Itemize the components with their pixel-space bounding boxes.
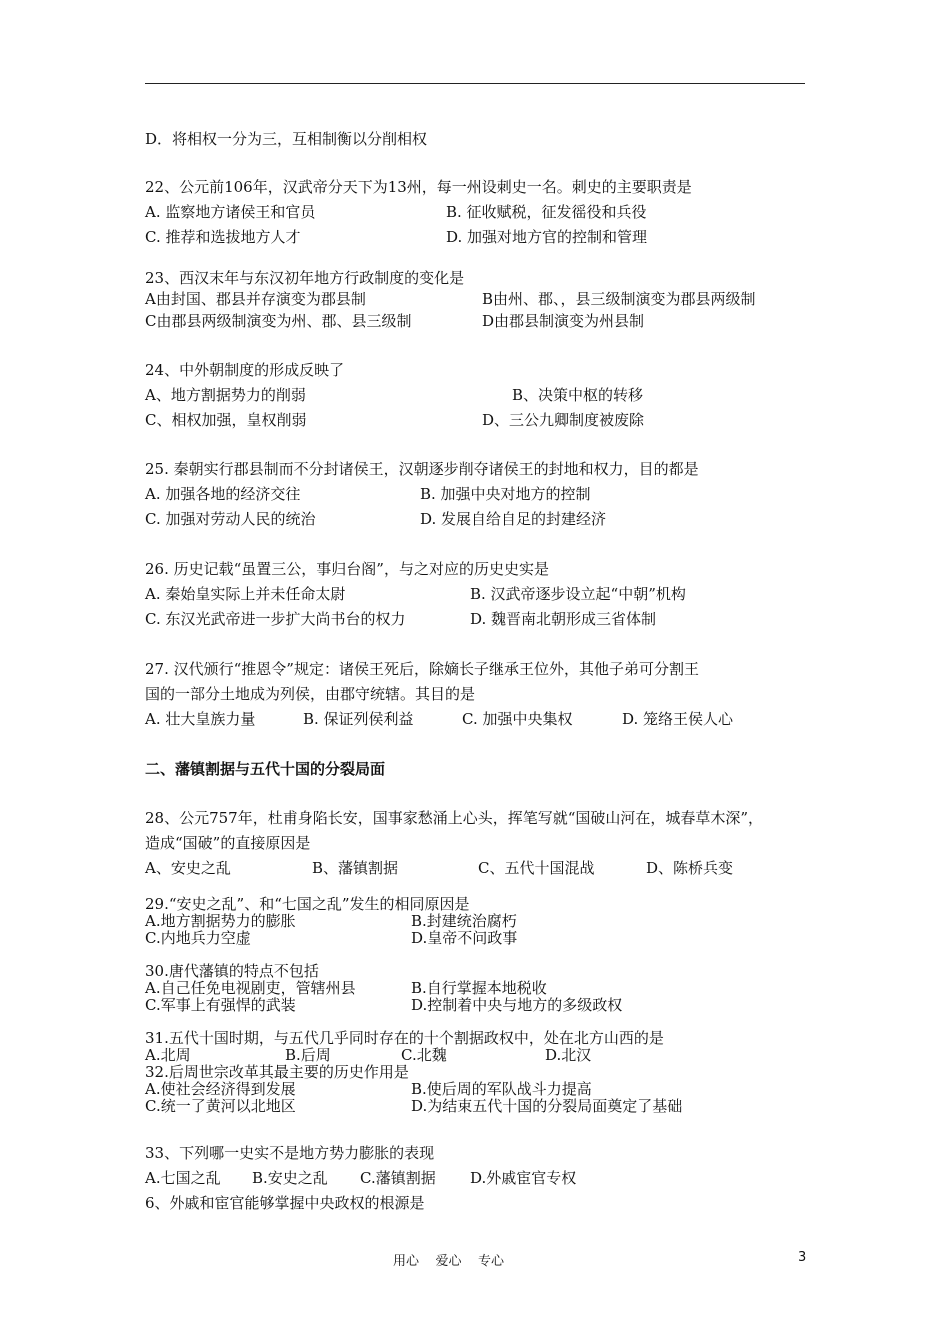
option-26-d: D. 魏晋南北朝形成三省体制 bbox=[470, 610, 657, 628]
question-27-line-2: 国的一部分土地成为列侯，由郡守统辖。其目的是 bbox=[145, 685, 476, 703]
question-27-line-1: 27. 汉代颁行“推恩令”规定：诸侯王死后，除嫡长子继承王位外，其他子弟可分割王 bbox=[145, 660, 699, 678]
option-31-a: A.北周 bbox=[145, 1046, 191, 1064]
option-30-b: B.自行掌握本地税收 bbox=[411, 979, 547, 997]
option-23-c: C由郡县两级制演变为州、郡、县三级制 bbox=[145, 312, 412, 330]
question-31: 31.五代十国时期，与五代几乎同时存在的十个割据政权中，处在北方山西的是 bbox=[145, 1029, 664, 1047]
option-31-d: D.北汉 bbox=[545, 1046, 592, 1064]
option-31-b: B.后周 bbox=[285, 1046, 331, 1064]
option-33-c: C.藩镇割据 bbox=[360, 1169, 436, 1187]
option-24-b: B、决策中枢的转移 bbox=[512, 386, 644, 404]
question-26: 26. 历史记载“虽置三公，事归台阁”，与之对应的历史史实是 bbox=[145, 560, 549, 578]
question-25: 25. 秦朝实行郡县制而不分封诸侯王，汉朝逐步削夺诸侯王的封地和权力，目的都是 bbox=[145, 460, 699, 478]
option-29-c: C.内地兵力空虚 bbox=[145, 929, 251, 947]
option-30-a: A.自己任免电视剧吏，管辖州县 bbox=[145, 979, 356, 997]
option-32-b: B.使后周的军队战斗力提高 bbox=[411, 1080, 592, 1098]
question-24: 24、中外朝制度的形成反映了 bbox=[145, 361, 345, 379]
question-33: 33、下列哪一史实不是地方势力膨胀的表现 bbox=[145, 1144, 435, 1162]
option-25-a: A. 加强各地的经济交往 bbox=[145, 485, 301, 503]
option-30-d: D.控制着中央与地方的多级政权 bbox=[411, 996, 623, 1014]
option-26-a: A. 秦始皇实际上并未任命太尉 bbox=[145, 585, 346, 603]
option-25-c: C. 加强对劳动人民的统治 bbox=[145, 510, 316, 528]
question-29: 29.“安史之乱”、和“七国之乱”发生的相同原因是 bbox=[145, 895, 470, 913]
option-28-b: B、藩镇割据 bbox=[312, 859, 399, 877]
option-23-b: B由州、郡、，县三级制演变为郡县两级制 bbox=[482, 290, 756, 308]
option-24-d: D、三公九卿制度被废除 bbox=[482, 411, 645, 429]
option-27-b: B. 保证列侯利益 bbox=[303, 710, 414, 728]
option-22-b: B. 征收赋税，征发徭役和兵役 bbox=[446, 203, 647, 221]
option-26-b: B. 汉武帝逐步设立起“中朝”机构 bbox=[470, 585, 686, 603]
option-32-d: D.为结束五代十国的分裂局面奠定了基础 bbox=[411, 1097, 683, 1115]
option-29-d: D.皇帝不问政事 bbox=[411, 929, 518, 947]
option-22-d: D. 加强对地方官的控制和管理 bbox=[446, 228, 648, 246]
question-30: 30.唐代藩镇的特点不包括 bbox=[145, 962, 319, 980]
option-32-c: C.统一了黄河以北地区 bbox=[145, 1097, 296, 1115]
option-28-d: D、陈桥兵变 bbox=[646, 859, 734, 877]
option-33-d: D.外戚宦官专权 bbox=[470, 1169, 577, 1187]
option-22-a: A. 监察地方诸侯王和官员 bbox=[145, 203, 316, 221]
option-28-c: C、五代十国混战 bbox=[478, 859, 595, 877]
option-31-c: C.北魏 bbox=[401, 1046, 447, 1064]
header-rule bbox=[145, 83, 805, 84]
option-28-a: A、安史之乱 bbox=[145, 859, 231, 877]
footer-motto: 用心 爱心 专心 bbox=[393, 1254, 505, 1269]
option-23-a: A由封国、郡县并存演变为郡县制 bbox=[145, 290, 366, 308]
option-33-a: A.七国之乱 bbox=[145, 1169, 221, 1187]
question-6: 6、外戚和宦官能够掌握中央政权的根源是 bbox=[145, 1194, 425, 1212]
option-27-c: C. 加强中央集权 bbox=[462, 710, 573, 728]
option-29-a: A.地方割据势力的膨胀 bbox=[145, 912, 296, 930]
option-21-d: D．将相权一分为三，互相制衡以分削相权 bbox=[145, 130, 428, 148]
option-27-d: D. 笼络王侯人心 bbox=[622, 710, 734, 728]
question-23: 23、西汉末年与东汉初年地方行政制度的变化是 bbox=[145, 269, 465, 287]
option-24-c: C、相权加强，皇权削弱 bbox=[145, 411, 307, 429]
option-29-b: B.封建统治腐朽 bbox=[411, 912, 517, 930]
question-32: 32.后周世宗改革其最主要的历史作用是 bbox=[145, 1063, 409, 1081]
option-24-a: A、地方割据势力的削弱 bbox=[145, 386, 306, 404]
section-heading: 二、藩镇割据与五代十国的分裂局面 bbox=[145, 760, 386, 778]
question-28-line-1: 28、公元757年，杜甫身陷长安，国事家愁涌上心头，挥笔写就“国破山河在，城春草木深”， bbox=[145, 809, 764, 827]
option-27-a: A. 壮大皇族力量 bbox=[145, 710, 256, 728]
page-number: 3 bbox=[798, 1250, 807, 1265]
option-25-d: D. 发展自给自足的封建经济 bbox=[420, 510, 607, 528]
option-33-b: B.安史之乱 bbox=[252, 1169, 328, 1187]
question-22: 22、公元前106年，汉武帝分天下为13州，每一州设刺史一名。刺史的主要职责是 bbox=[145, 178, 692, 196]
option-22-c: C. 推荐和选拔地方人才 bbox=[145, 228, 301, 246]
option-32-a: A.使社会经济得到发展 bbox=[145, 1080, 296, 1098]
question-28-line-2: 造成“国破”的直接原因是 bbox=[145, 834, 311, 852]
option-25-b: B. 加强中央对地方的控制 bbox=[420, 485, 591, 503]
option-23-d: D由郡县制演变为州县制 bbox=[482, 312, 645, 330]
option-26-c: C. 东汉光武帝进一步扩大尚书台的权力 bbox=[145, 610, 406, 628]
option-30-c: C.军事上有强悍的武装 bbox=[145, 996, 296, 1014]
